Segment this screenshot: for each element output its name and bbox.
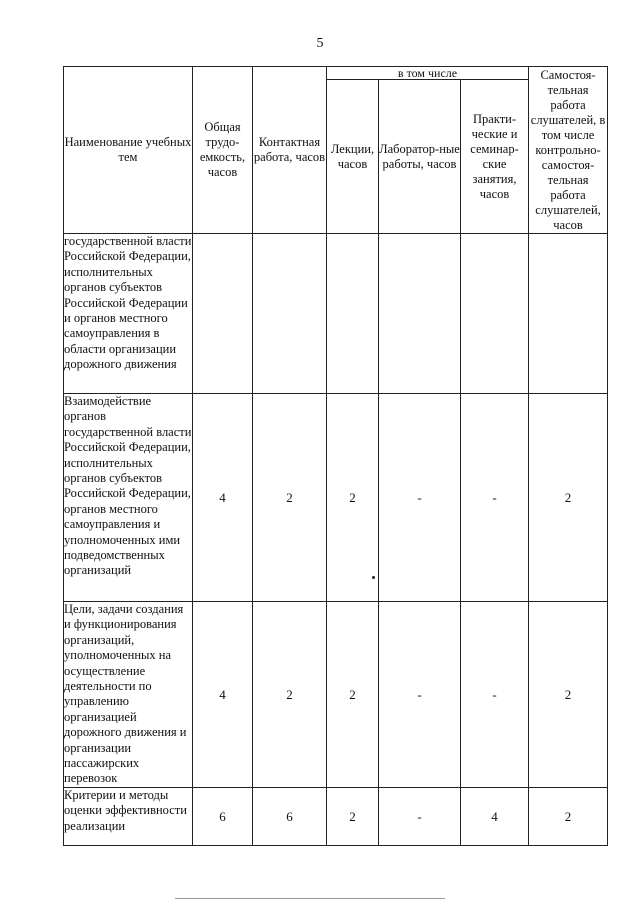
contact-cell: 6	[253, 787, 327, 845]
practice-cell: 4	[461, 787, 529, 845]
lectures-cell	[327, 234, 379, 394]
self-study-cell: 2	[529, 602, 608, 788]
header-lab-work: Лаборатор-ные работы, часов	[379, 80, 461, 234]
lab-cell: -	[379, 602, 461, 788]
total-cell	[193, 234, 253, 394]
self-study-cell	[529, 234, 608, 394]
header-total-hours: Общая трудо-емкость, часов	[193, 67, 253, 234]
contact-cell	[253, 234, 327, 394]
header-practice-seminars: Практи-ческие и семинар-ские занятия, часов	[461, 80, 529, 234]
total-cell: 4	[193, 394, 253, 602]
topic-cell: Цели, задачи создания и функционирования организаций, уполномоченных на осуществление деятельности по управлению организацией дорожного движения и организации пассажирских перевозок	[64, 602, 193, 788]
lectures-cell: 2	[327, 394, 379, 602]
practice-cell	[461, 234, 529, 394]
header-contact-hours: Контактная работа, часов	[253, 67, 327, 234]
topic-cell: государственной власти Российской Федерации, исполнительных органов субъектов Российской Федерации и органов местного самоуправления в области организации дорожного движения	[64, 234, 193, 394]
self-study-cell: 2	[529, 787, 608, 845]
lectures-cell: 2	[327, 602, 379, 788]
practice-cell: -	[461, 602, 529, 788]
table-row	[64, 787, 608, 845]
table-header	[64, 67, 608, 234]
curriculum-table	[63, 66, 608, 846]
lectures-cell: 2	[327, 787, 379, 845]
scan-speck	[372, 576, 375, 579]
total-cell: 4	[193, 602, 253, 788]
header-lectures: Лекции, часов	[327, 80, 379, 234]
scan-bottom-line	[175, 898, 445, 899]
practice-cell: -	[461, 394, 529, 602]
table-row	[64, 602, 608, 788]
self-study-cell: 2	[529, 394, 608, 602]
header-including-group: в том числе	[327, 67, 529, 80]
lab-cell: -	[379, 787, 461, 845]
total-cell: 6	[193, 787, 253, 845]
contact-cell: 2	[253, 602, 327, 788]
lab-cell	[379, 234, 461, 394]
header-self-study-hours: Самостоя-тельная работа слушателей, в том числе контрольно-самостоя-тельная работа слушателей, часов	[529, 67, 608, 234]
header-topic-name: Наименование учебных тем	[64, 67, 193, 234]
table-row	[64, 394, 608, 602]
topic-cell: Взаимодействие органов государственной власти Российской Федерации, исполнительных органов субъектов Российской Федерации, органов местного самоуправления и уполномоченных ими подведомственных организаций	[64, 394, 193, 602]
page-number: 5	[316, 36, 324, 51]
topic-cell: Критерии и методы оценки эффективности реализации	[64, 787, 193, 845]
table-row	[64, 234, 608, 394]
contact-cell: 2	[253, 394, 327, 602]
lab-cell: -	[379, 394, 461, 602]
